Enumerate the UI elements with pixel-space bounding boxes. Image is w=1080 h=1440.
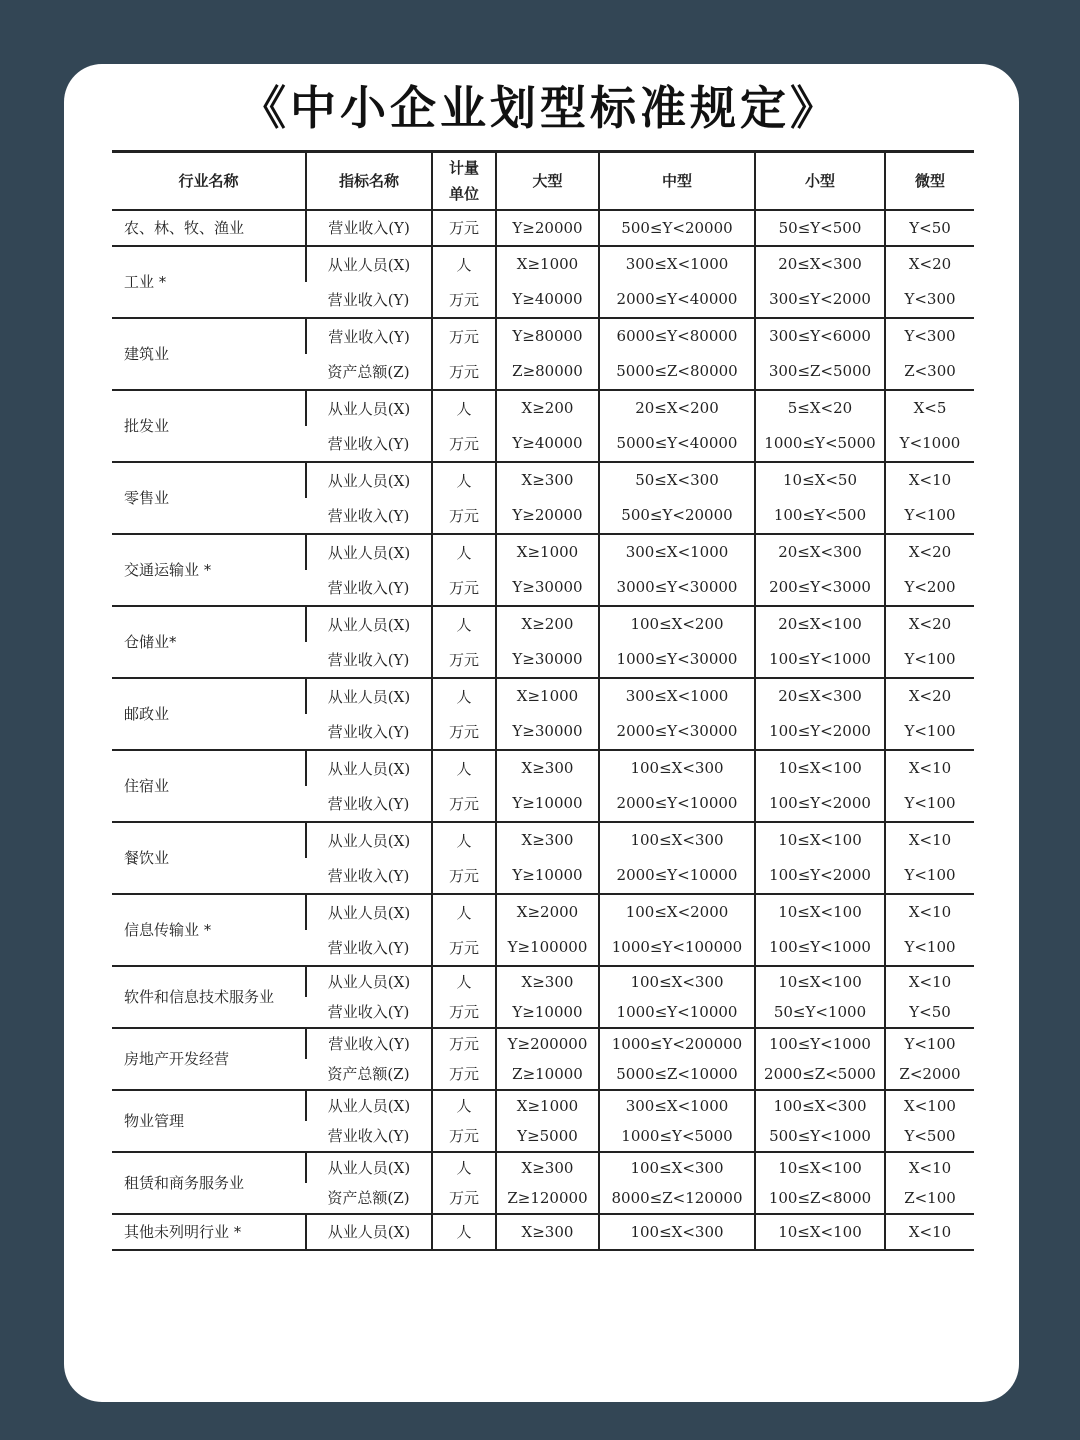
medium-range: 20≤X<200 [599, 390, 755, 426]
industry-group [112, 1028, 974, 1090]
industry-name: 工业 * [112, 246, 306, 318]
large-threshold: Z≥120000 [496, 1183, 599, 1214]
unit: 人 [432, 822, 496, 858]
indicator-name: 从业人员(X) [306, 606, 432, 642]
header-large: 大型 [496, 152, 599, 210]
table-row [112, 246, 974, 282]
unit: 万元 [432, 570, 496, 606]
indicator-name: 从业人员(X) [306, 678, 432, 714]
large-threshold: X≥300 [496, 1152, 599, 1183]
medium-range: 300≤X<1000 [599, 534, 755, 570]
industry-group [112, 678, 974, 750]
medium-range: 300≤X<1000 [599, 678, 755, 714]
micro-threshold: Y<100 [885, 642, 974, 678]
unit: 万元 [432, 1028, 496, 1059]
micro-threshold: X<20 [885, 606, 974, 642]
indicator-name: 从业人员(X) [306, 462, 432, 498]
indicator-name: 资产总额(Z) [306, 1059, 432, 1090]
unit: 人 [432, 606, 496, 642]
micro-threshold: X<10 [885, 822, 974, 858]
medium-range: 1000≤Y<200000 [599, 1028, 755, 1059]
table-row [112, 390, 974, 426]
table-row [112, 678, 974, 714]
indicator-name: 从业人员(X) [306, 1090, 432, 1121]
medium-range: 100≤X<300 [599, 1152, 755, 1183]
large-threshold: Y≥30000 [496, 642, 599, 678]
unit: 万元 [432, 858, 496, 894]
large-threshold: X≥1000 [496, 678, 599, 714]
micro-threshold: Y<500 [885, 1121, 974, 1152]
industry-name: 零售业 [112, 462, 306, 534]
small-range: 20≤X<300 [755, 534, 885, 570]
indicator-name: 营业收入(Y) [306, 1028, 432, 1059]
small-range: 100≤Z<8000 [755, 1183, 885, 1214]
large-threshold: Y≥100000 [496, 930, 599, 966]
table-header-row [112, 152, 974, 210]
industry-name: 批发业 [112, 390, 306, 462]
small-range: 10≤X<100 [755, 966, 885, 997]
medium-range: 300≤X<1000 [599, 1090, 755, 1121]
indicator-name: 营业收入(Y) [306, 498, 432, 534]
unit: 人 [432, 1152, 496, 1183]
large-threshold: Y≥80000 [496, 318, 599, 354]
small-range: 10≤X<50 [755, 462, 885, 498]
micro-threshold: X<10 [885, 750, 974, 786]
unit: 人 [432, 1090, 496, 1121]
industry-name: 其他未列明行业 * [112, 1214, 306, 1250]
industry-name: 餐饮业 [112, 822, 306, 894]
indicator-name: 从业人员(X) [306, 822, 432, 858]
indicator-name: 营业收入(Y) [306, 997, 432, 1028]
micro-threshold: Y<100 [885, 714, 974, 750]
medium-range: 100≤X<300 [599, 822, 755, 858]
micro-threshold: Z<300 [885, 354, 974, 390]
header-small: 小型 [755, 152, 885, 210]
micro-threshold: Y<100 [885, 786, 974, 822]
small-range: 20≤X<300 [755, 246, 885, 282]
large-threshold: X≥300 [496, 750, 599, 786]
medium-range: 500≤Y<20000 [599, 210, 755, 246]
industry-group [112, 462, 974, 534]
large-threshold: X≥1000 [496, 246, 599, 282]
small-range: 10≤X<100 [755, 1152, 885, 1183]
industry-name: 仓储业* [112, 606, 306, 678]
unit: 人 [432, 1214, 496, 1250]
industry-group [112, 534, 974, 606]
large-threshold: X≥200 [496, 606, 599, 642]
small-range: 100≤Y<2000 [755, 714, 885, 750]
industry-group [112, 1090, 974, 1152]
unit: 人 [432, 390, 496, 426]
large-threshold: Y≥20000 [496, 498, 599, 534]
micro-threshold: Y<100 [885, 930, 974, 966]
small-range: 100≤Y<1000 [755, 642, 885, 678]
medium-range: 2000≤Y<10000 [599, 858, 755, 894]
indicator-name: 营业收入(Y) [306, 210, 432, 246]
small-range: 20≤X<300 [755, 678, 885, 714]
indicator-name: 营业收入(Y) [306, 714, 432, 750]
large-threshold: X≥300 [496, 822, 599, 858]
micro-threshold: Y<100 [885, 1028, 974, 1059]
industry-group [112, 606, 974, 678]
micro-threshold: Y<50 [885, 210, 974, 246]
industry-group [112, 1152, 974, 1214]
industry-group [112, 894, 974, 966]
industry-group [112, 390, 974, 462]
table-row [112, 606, 974, 642]
unit: 人 [432, 678, 496, 714]
micro-threshold: X<100 [885, 1090, 974, 1121]
unit: 万元 [432, 1059, 496, 1090]
large-threshold: X≥1000 [496, 534, 599, 570]
table-row [112, 750, 974, 786]
unit: 万元 [432, 642, 496, 678]
micro-threshold: Z<2000 [885, 1059, 974, 1090]
indicator-name: 营业收入(Y) [306, 786, 432, 822]
large-threshold: Y≥10000 [496, 997, 599, 1028]
table-row [112, 1152, 974, 1183]
industry-name: 邮政业 [112, 678, 306, 750]
small-range: 300≤Z<5000 [755, 354, 885, 390]
small-range: 50≤Y<1000 [755, 997, 885, 1028]
indicator-name: 从业人员(X) [306, 534, 432, 570]
industry-group [112, 210, 974, 246]
unit: 万元 [432, 930, 496, 966]
unit: 人 [432, 246, 496, 282]
micro-threshold: X<10 [885, 462, 974, 498]
unit: 万元 [432, 282, 496, 318]
unit: 人 [432, 894, 496, 930]
classification-table [112, 150, 974, 1251]
large-threshold: Z≥10000 [496, 1059, 599, 1090]
small-range: 2000≤Z<5000 [755, 1059, 885, 1090]
micro-threshold: X<20 [885, 678, 974, 714]
indicator-name: 从业人员(X) [306, 1152, 432, 1183]
indicator-name: 从业人员(X) [306, 750, 432, 786]
industry-group [112, 1214, 974, 1250]
medium-range: 100≤X<2000 [599, 894, 755, 930]
medium-range: 100≤X<300 [599, 1214, 755, 1250]
indicator-name: 营业收入(Y) [306, 858, 432, 894]
small-range: 100≤Y<1000 [755, 1028, 885, 1059]
industry-name: 交通运输业 * [112, 534, 306, 606]
industry-name: 软件和信息技术服务业 [112, 966, 306, 1028]
micro-threshold: X<10 [885, 1214, 974, 1250]
header-industry: 行业名称 [112, 152, 306, 210]
micro-threshold: Y<50 [885, 997, 974, 1028]
table-row [112, 534, 974, 570]
header-unit: 计量单位 [432, 152, 496, 210]
small-range: 100≤Y<2000 [755, 858, 885, 894]
medium-range: 1000≤Y<10000 [599, 997, 755, 1028]
small-range: 100≤Y<500 [755, 498, 885, 534]
large-threshold: Y≥30000 [496, 570, 599, 606]
large-threshold: X≥200 [496, 390, 599, 426]
large-threshold: Y≥20000 [496, 210, 599, 246]
large-threshold: Y≥200000 [496, 1028, 599, 1059]
unit: 万元 [432, 426, 496, 462]
medium-range: 1000≤Y<100000 [599, 930, 755, 966]
table-row [112, 318, 974, 354]
indicator-name: 从业人员(X) [306, 1214, 432, 1250]
unit: 万元 [432, 1183, 496, 1214]
medium-range: 5000≤Y<40000 [599, 426, 755, 462]
unit: 人 [432, 534, 496, 570]
table-row [112, 210, 974, 246]
indicator-name: 从业人员(X) [306, 246, 432, 282]
industry-group [112, 318, 974, 390]
large-threshold: Y≥40000 [496, 426, 599, 462]
table-row [112, 966, 974, 997]
industry-name: 农、林、牧、渔业 [112, 210, 306, 246]
header-indicator: 指标名称 [306, 152, 432, 210]
micro-threshold: Y<1000 [885, 426, 974, 462]
large-threshold: Y≥10000 [496, 858, 599, 894]
unit: 万元 [432, 498, 496, 534]
micro-threshold: X<10 [885, 1152, 974, 1183]
unit: 万元 [432, 210, 496, 246]
industry-name: 信息传输业 * [112, 894, 306, 966]
large-threshold: Y≥40000 [496, 282, 599, 318]
micro-threshold: Y<300 [885, 318, 974, 354]
medium-range: 8000≤Z<120000 [599, 1183, 755, 1214]
large-threshold: X≥300 [496, 1214, 599, 1250]
unit: 万元 [432, 1121, 496, 1152]
large-threshold: X≥300 [496, 462, 599, 498]
small-range: 5≤X<20 [755, 390, 885, 426]
industry-name: 租赁和商务服务业 [112, 1152, 306, 1214]
industry-group [112, 822, 974, 894]
micro-threshold: Z<100 [885, 1183, 974, 1214]
large-threshold: X≥1000 [496, 1090, 599, 1121]
unit: 万元 [432, 354, 496, 390]
large-threshold: Y≥30000 [496, 714, 599, 750]
medium-range: 50≤X<300 [599, 462, 755, 498]
indicator-name: 从业人员(X) [306, 390, 432, 426]
table-row [112, 1214, 974, 1250]
small-range: 10≤X<100 [755, 1214, 885, 1250]
indicator-name: 从业人员(X) [306, 966, 432, 997]
large-threshold: X≥2000 [496, 894, 599, 930]
industry-group [112, 750, 974, 822]
medium-range: 300≤X<1000 [599, 246, 755, 282]
small-range: 300≤Y<6000 [755, 318, 885, 354]
table-row [112, 822, 974, 858]
small-range: 300≤Y<2000 [755, 282, 885, 318]
small-range: 50≤Y<500 [755, 210, 885, 246]
medium-range: 100≤X<300 [599, 750, 755, 786]
medium-range: 5000≤Z<10000 [599, 1059, 755, 1090]
micro-threshold: Y<300 [885, 282, 974, 318]
header-micro: 微型 [885, 152, 974, 210]
small-range: 100≤Y<2000 [755, 786, 885, 822]
micro-threshold: X<20 [885, 534, 974, 570]
indicator-name: 营业收入(Y) [306, 426, 432, 462]
industry-group [112, 246, 974, 318]
industry-name: 房地产开发经营 [112, 1028, 306, 1090]
page-title: 《中小企业划型标准规定》 [240, 81, 840, 135]
micro-threshold: X<5 [885, 390, 974, 426]
medium-range: 1000≤Y<30000 [599, 642, 755, 678]
medium-range: 100≤X<300 [599, 966, 755, 997]
unit: 万元 [432, 318, 496, 354]
small-range: 200≤Y<3000 [755, 570, 885, 606]
indicator-name: 资产总额(Z) [306, 1183, 432, 1214]
indicator-name: 营业收入(Y) [306, 282, 432, 318]
micro-threshold: Y<200 [885, 570, 974, 606]
large-threshold: Z≥80000 [496, 354, 599, 390]
industry-name: 住宿业 [112, 750, 306, 822]
small-range: 10≤X<100 [755, 822, 885, 858]
indicator-name: 营业收入(Y) [306, 570, 432, 606]
micro-threshold: X<20 [885, 246, 974, 282]
micro-threshold: Y<100 [885, 498, 974, 534]
medium-range: 100≤X<200 [599, 606, 755, 642]
small-range: 10≤X<100 [755, 750, 885, 786]
indicator-name: 从业人员(X) [306, 894, 432, 930]
medium-range: 5000≤Z<80000 [599, 354, 755, 390]
large-threshold: Y≥10000 [496, 786, 599, 822]
table-row [112, 462, 974, 498]
medium-range: 2000≤Y<30000 [599, 714, 755, 750]
small-range: 1000≤Y<5000 [755, 426, 885, 462]
table-row [112, 1090, 974, 1121]
table-row [112, 894, 974, 930]
unit: 人 [432, 462, 496, 498]
indicator-name: 营业收入(Y) [306, 930, 432, 966]
unit: 人 [432, 966, 496, 997]
small-range: 100≤X<300 [755, 1090, 885, 1121]
small-range: 20≤X<100 [755, 606, 885, 642]
indicator-name: 资产总额(Z) [306, 354, 432, 390]
unit: 万元 [432, 714, 496, 750]
large-threshold: X≥300 [496, 966, 599, 997]
small-range: 100≤Y<1000 [755, 930, 885, 966]
header-medium: 中型 [599, 152, 755, 210]
medium-range: 3000≤Y<30000 [599, 570, 755, 606]
small-range: 10≤X<100 [755, 894, 885, 930]
medium-range: 6000≤Y<80000 [599, 318, 755, 354]
medium-range: 500≤Y<20000 [599, 498, 755, 534]
indicator-name: 营业收入(Y) [306, 318, 432, 354]
industry-name: 物业管理 [112, 1090, 306, 1152]
unit: 万元 [432, 997, 496, 1028]
unit: 人 [432, 750, 496, 786]
medium-range: 2000≤Y<10000 [599, 786, 755, 822]
industry-name: 建筑业 [112, 318, 306, 390]
medium-range: 1000≤Y<5000 [599, 1121, 755, 1152]
indicator-name: 营业收入(Y) [306, 1121, 432, 1152]
indicator-name: 营业收入(Y) [306, 642, 432, 678]
micro-threshold: X<10 [885, 894, 974, 930]
industry-group [112, 966, 974, 1028]
medium-range: 2000≤Y<40000 [599, 282, 755, 318]
micro-threshold: Y<100 [885, 858, 974, 894]
micro-threshold: X<10 [885, 966, 974, 997]
unit: 万元 [432, 786, 496, 822]
small-range: 500≤Y<1000 [755, 1121, 885, 1152]
large-threshold: Y≥5000 [496, 1121, 599, 1152]
table-row [112, 1028, 974, 1059]
